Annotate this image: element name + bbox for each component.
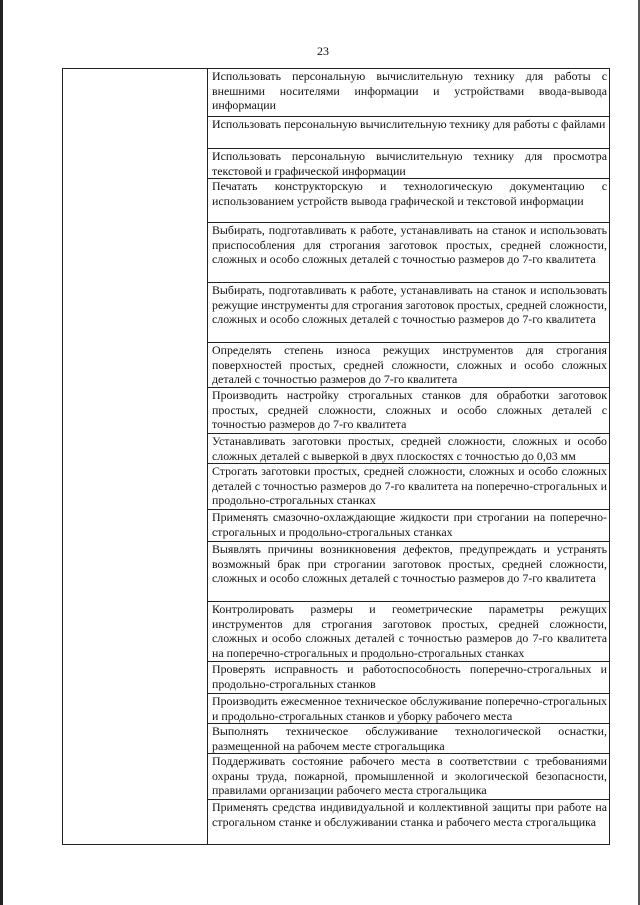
skill-text: Выявлять причины возникновения дефектов, предупреждать и устранять возможный брак при строгании заготовок простых, средней сложности, сложных и особо сложных деталей с точностью размеров до 7-го квалитета (212, 542, 607, 586)
skill-text: Использовать персональную вычислительную технику для просмотра текстовой и графической информации (212, 149, 607, 178)
skill-cell (208, 69, 610, 117)
skill-text: Выполнять техническое обслуживание технологической оснастки, размещенной на рабочем месте строгальщика (212, 724, 607, 753)
skill-text: Строгать заготовки простых, средней сложности, сложных и особо сложных деталей с точностью размеров до 7-го квалитета на поперечно-строгальных и продольно-строгальных станках (212, 464, 607, 508)
skill-cell (208, 724, 610, 754)
skill-text: Устанавливать заготовки простых, средней сложности, сложных и особо сложных деталей с выверкой в двух плоскостях с точностью до 0,03 мм (212, 434, 607, 463)
skill-cell (208, 510, 610, 542)
skill-cell (208, 149, 610, 179)
skill-cell (208, 434, 610, 464)
skill-text: Использовать персональную вычислительную технику для работы с файлами (212, 117, 606, 131)
table-row (63, 69, 610, 117)
skill-text: Определять степень износа режущих инструментов для строгания поверхностей простых, средней сложности, сложных и особо сложных деталей с точностью размеров до 7-го квалитета (212, 343, 607, 387)
skill-text: Выбирать, подготавливать к работе, устанавливать на станок и использовать приспособления для строгания заготовок простых, средней сложности, сложных и особо сложных деталей с точностью размеров до 7-го квалитета (212, 223, 607, 267)
skill-text: Применять смазочно-охлаждающие жидкости при строгании на поперечно-строгальных и продольно-строгальных станках (212, 510, 607, 539)
skill-text: Выбирать, подготавливать к работе, устанавливать на станок и использовать режущие инструменты для строгания заготовок простых, средней сложности, сложных и особо сложных деталей с точностью размеров до 7-го квалитета (212, 283, 607, 327)
skill-text: Производить ежесменное техническое обслуживание поперечно-строгальных и продольно-строгальных станков и уборку рабочего места (212, 694, 607, 723)
skill-cell (208, 542, 610, 602)
skill-cell (208, 117, 610, 149)
skills-table (62, 68, 610, 845)
skill-cell (208, 754, 610, 800)
skill-cell (208, 179, 610, 223)
skill-text: Печатать конструкторскую и технологическую документацию с использованием устройств вывода графической и текстовой информации (212, 179, 607, 208)
skills-table-body (63, 69, 610, 845)
skill-cell (208, 343, 610, 388)
skill-cell (208, 223, 610, 283)
page-number: 23 (317, 44, 329, 58)
skill-cell (208, 388, 610, 434)
skill-text: Поддерживать состояние рабочего места в соответствии с требованиями охраны труда, пожарной, промышленной и экологической безопасности, правилами организации рабочего места строгальщика (212, 754, 607, 798)
skill-cell (208, 283, 610, 343)
skill-cell (208, 464, 610, 510)
skill-cell (208, 800, 610, 845)
skill-text: Использовать персональную вычислительную технику для работы с внешними носителями информации и устройствами ввода-вывода информации (212, 69, 607, 113)
skill-text: Контролировать размеры и геометрические параметры режущих инструментов для строгания заготовок простых, средней сложности, сложных и особо сложных деталей с точностью размеров до 7-го квалитета на поперечно-строгальных и продольно-строгальных станках (212, 602, 607, 660)
skill-cell (208, 662, 610, 694)
skill-text: Проверять исправность и работоспособность поперечно-строгальных и продольно-строгальных станков (212, 662, 607, 691)
skill-cell (208, 694, 610, 724)
labor-function-cell (63, 69, 208, 845)
skill-text: Применять средства индивидуальной и коллективной защиты при работе на строгальном станке и обслуживании станка и рабочего места строгальщика (212, 800, 607, 829)
skill-cell (208, 602, 610, 662)
skill-text: Производить настройку строгальных станков для обработки заготовок простых, средней сложности, сложных и особо сложных деталей с точностью размеров до 7-го квалитета (212, 388, 607, 432)
